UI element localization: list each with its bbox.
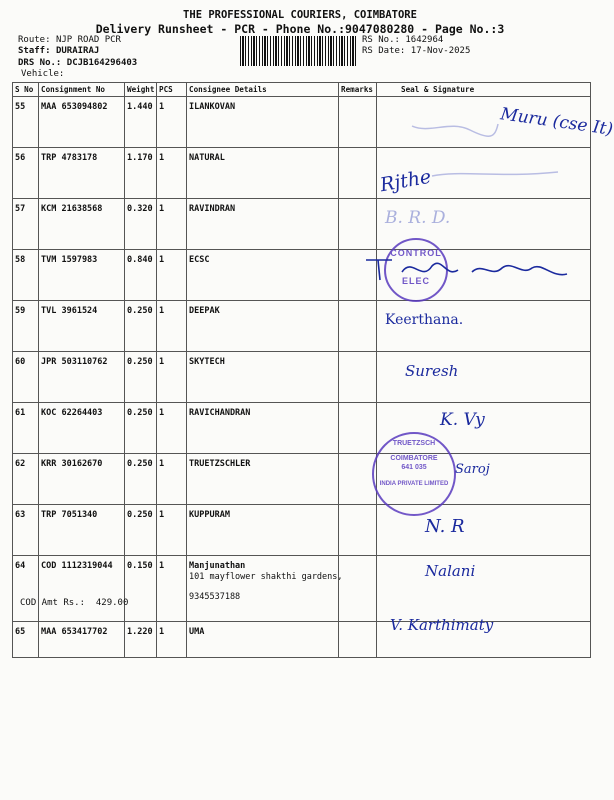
- table-row: 59 TVL 3961524 0.250 1 DEEPAK: [13, 301, 591, 352]
- rs-no-value: 1642964: [405, 35, 444, 45]
- rs-date-value: 17-Nov-2025: [410, 46, 471, 56]
- consignee-phone: 9345537188: [189, 592, 241, 602]
- col-pcs: PCS: [157, 83, 187, 97]
- signature-63: N. R: [425, 516, 465, 537]
- col-consignment: Consignment No: [39, 83, 125, 97]
- company-name: THE PROFESSIONAL COURIERS, COIMBATORE: [183, 9, 417, 21]
- vehicle-line: Vehicle:: [21, 69, 65, 79]
- ecsc-stamp-icon: CONTROL ELEC: [384, 238, 448, 302]
- signature-62: Saroj: [455, 462, 490, 477]
- table-row: 57 KCM 21638568 0.320 1 RAVINDRAN: [13, 199, 591, 250]
- table-row: 61 KOC 62264403 0.250 1 RAVICHANDRAN: [13, 403, 591, 454]
- truetzschler-stamp-icon: TRUETZSCH COIMBATORE 641 035 INDIA PRIVATE LIMITED: [372, 432, 456, 516]
- scribble-56-icon: [430, 168, 560, 180]
- consignee-address: 101 mayflower shakthi gardens,: [189, 572, 343, 582]
- signature-58-icon: [362, 252, 577, 286]
- signature-59: Keerthana.: [385, 312, 464, 328]
- signature-60: Suresh: [405, 362, 459, 380]
- table-row: 65 MAA 653417702 1.220 1 UMA: [13, 622, 591, 658]
- table-row: 64 COD 1112319044 0.150 1 Manjunathan 101 mayflower shakthi gardens, 9345537188: [13, 556, 591, 622]
- cod-amount: COD Amt Rs.: 429.00: [20, 598, 129, 608]
- consignee-name: Manjunathan: [189, 561, 246, 571]
- route-line: Route: NJP ROAD PCR: [18, 35, 121, 45]
- scribble-55-icon: [410, 116, 500, 146]
- table-row: 55 MAA 653094802 1.440 1 ILANKOVAN: [13, 97, 591, 148]
- col-signature: Seal & Signature: [377, 83, 591, 97]
- col-weight: Weight: [125, 83, 157, 97]
- cod-amount-value: 429.00: [95, 598, 129, 608]
- col-sno: S No: [13, 83, 39, 97]
- table-header-row: [13, 83, 591, 97]
- route-value: NJP ROAD PCR: [55, 35, 121, 45]
- signature-64: Nalani: [425, 562, 476, 580]
- table-row: 62 KRR 30162670 0.250 1 TRUETZSCHLER: [13, 454, 591, 505]
- rs-date-line: RS Date: 17-Nov-2025: [362, 46, 471, 56]
- col-consignee: Consignee Details: [187, 83, 339, 97]
- col-remarks: Remarks: [339, 83, 377, 97]
- signature-55: Muru (cse It): [499, 104, 614, 140]
- table-row: 63 TRP 7051340 0.250 1 KUPPURAM: [13, 505, 591, 556]
- staff-value: DURAIRAJ: [55, 46, 100, 56]
- table-row: 56 TRP 4783178 1.170 1 NATURAL: [13, 148, 591, 199]
- drs-value: DCJB164296403: [66, 58, 138, 68]
- signature-56: Rjthe: [378, 165, 433, 197]
- runsheet-title: Delivery Runsheet - PCR - Phone No.:9047080280 - Page No.:3: [95, 22, 505, 36]
- staff-line: Staff: DURAIRAJ: [18, 46, 100, 56]
- table-row: 58 TVM 1597983 0.840 1 ECSC: [13, 250, 591, 301]
- rs-no-line: RS No.: 1642964: [362, 35, 444, 45]
- drs-line: DRS No.: DCJB164296403: [18, 58, 138, 68]
- signature-57: B. R. D.: [385, 208, 451, 228]
- signature-65: V. Karthimaty: [390, 616, 494, 634]
- barcode-image: [240, 36, 356, 66]
- table-row: 60 JPR 503110762 0.250 1 SKYTECH: [13, 352, 591, 403]
- signature-61: K. Vy: [440, 410, 485, 430]
